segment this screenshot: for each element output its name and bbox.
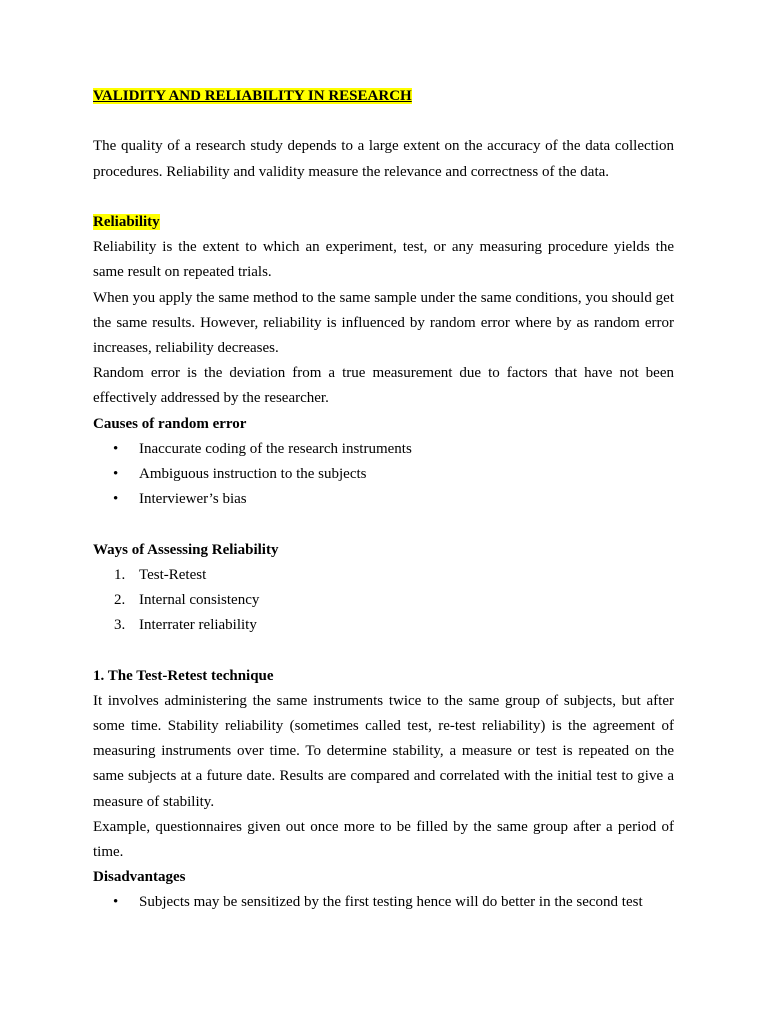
list-item — [93, 487, 674, 512]
reliability-paragraph-2: When you apply the same method to the same sample under the same conditions, you should get the same results. However, reliability is influenced by random error where by as random error increases, reliability decreases. — [93, 289, 674, 356]
list-item — [93, 890, 674, 915]
causes-heading: Causes of random error — [93, 415, 247, 432]
list-item-text: Test-Retest — [139, 566, 207, 583]
causes-list — [93, 437, 674, 513]
list-item-text: Ambiguous instruction to the subjects — [139, 466, 367, 483]
disadvantages-list — [93, 890, 674, 915]
disadvantages-heading: Disadvantages — [93, 869, 186, 886]
document-page — [93, 84, 674, 916]
ways-list — [93, 563, 674, 639]
bullet-icon: • — [113, 466, 119, 483]
bullet-icon: • — [113, 894, 119, 911]
ways-heading: Ways of Assessing Reliability — [93, 541, 279, 558]
list-number: 2. — [114, 592, 126, 609]
list-item — [93, 563, 674, 588]
intro-paragraph: The quality of a research study depends to a large extent on the accuracy of the data collection procedures. Reliability and validity measure the relevance and correctness of the data. — [93, 138, 674, 180]
test-retest-heading: 1. The Test-Retest technique — [93, 667, 274, 684]
list-item — [93, 613, 674, 638]
list-item-text: Inaccurate coding of the research instruments — [139, 440, 412, 457]
list-item-text: Interviewer’s bias — [139, 491, 247, 508]
list-item-text: Internal consistency — [139, 592, 260, 609]
list-item — [93, 588, 674, 613]
reliability-heading-line — [93, 210, 674, 235]
bullet-icon: • — [113, 491, 119, 508]
list-item-text: Subjects may be sensitized by the first testing hence will do better in the second test — [139, 894, 643, 911]
list-item-text: Interrater reliability — [139, 617, 257, 634]
list-number: 1. — [114, 566, 126, 583]
list-number: 3. — [114, 617, 126, 634]
list-item — [93, 462, 674, 487]
list-item — [93, 437, 674, 462]
spacer — [93, 109, 674, 134]
reliability-paragraph-1: Reliability is the extent to which an experiment, test, or any measuring procedure yields the same result on repeated trials. — [93, 239, 674, 281]
reliability-heading: Reliability — [93, 213, 160, 230]
test-retest-paragraph-1: It involves administering the same instruments twice to the same group of subjects, but after some time. Stability reliability (sometimes called test, re-test reliability) is the agreement of measuring instruments over time. To determine stability, a measure or test is repeated on the same subjects at a future date. Results are compared and correlated with the initial test to give a measure of stability. — [93, 692, 674, 810]
spacer — [93, 638, 674, 663]
test-retest-paragraph-2: Example, questionnaires given out once more to be filled by the same group after a period of time. — [93, 818, 674, 861]
bullet-icon: • — [113, 440, 119, 457]
spacer — [93, 512, 674, 537]
title-line — [93, 84, 674, 109]
document-title: VALIDITY AND RELIABILITY IN RESEARCH — [93, 88, 412, 104]
reliability-paragraph-3: Random error is the deviation from a true measurement due to factors that have not been effectively addressed by the researcher. — [93, 365, 674, 407]
spacer — [93, 185, 674, 210]
